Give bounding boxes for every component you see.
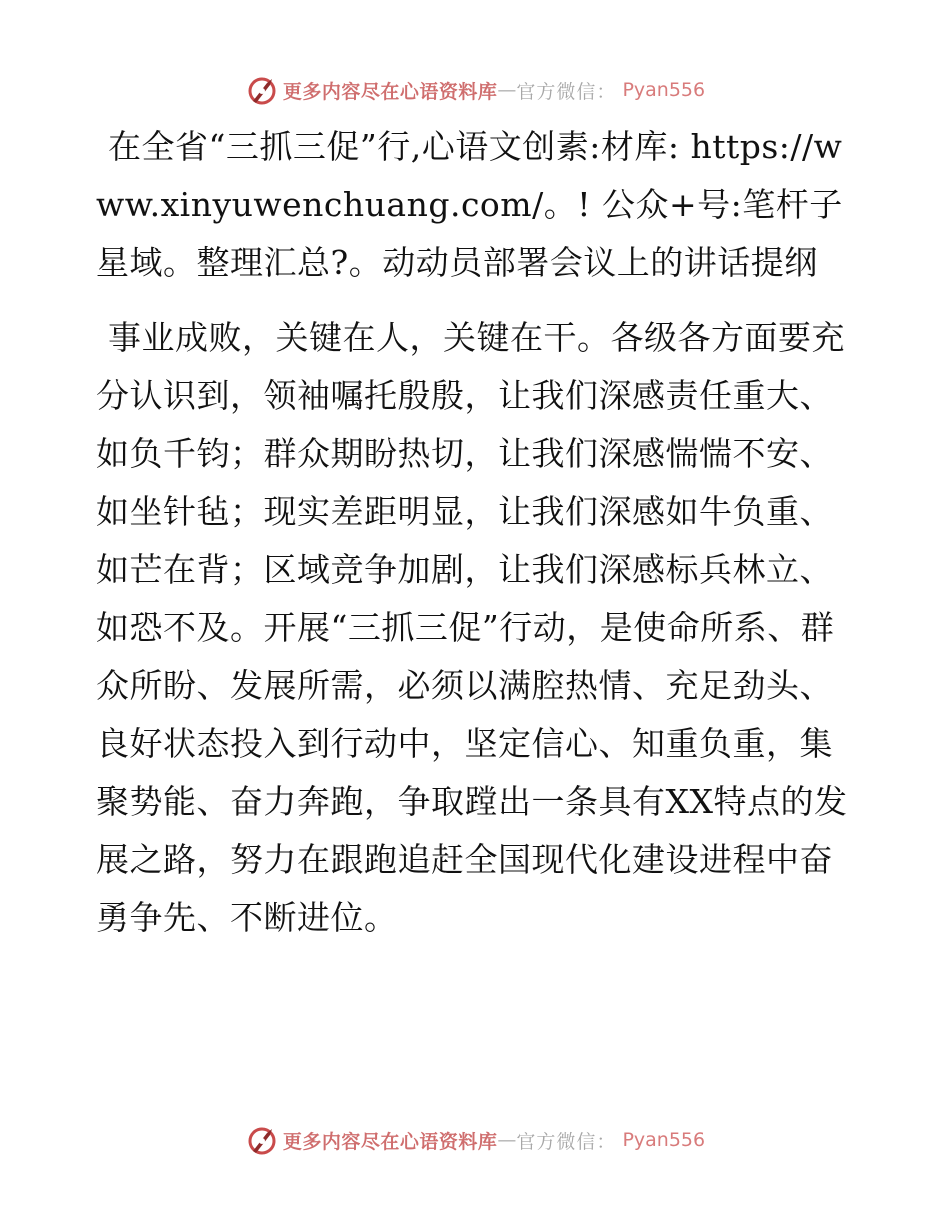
banner-wechat-id: Pyan556 bbox=[622, 79, 706, 101]
pen-nib-circle-icon bbox=[245, 1123, 279, 1157]
body-paragraph: 事业成败，关键在人，关键在干。各级各方面要充分认识到，领袖嘱托殷殷，让我们深感责任重大、如负千钧；群众期盼热切，让我们深感惴惴不安、如坐针毡；现实差距明显，让我们深感如牛负重、如芒在背；区域竞争加剧，让我们深感标兵林立、如恐不及。开展“三抓三促”行动，是使命所系、群众所盼、发展所需，必须以满腔热情、充足劲头、良好状态投入到行动中，坚定信心、知重负重，集聚势能、奋力奔跑，争取蹚出一条具有XX特点的发展之路，努力在跟跑追赶全国现代化建设进程中奋勇争先、不断进位。 bbox=[96, 318, 848, 937]
banner-official-label: 官方微信： bbox=[516, 1130, 617, 1153]
footer-watermark-banner bbox=[0, 1120, 950, 1160]
pen-nib-circle-icon bbox=[245, 73, 279, 107]
document-body bbox=[96, 118, 856, 947]
banner-wechat-id: Pyan556 bbox=[622, 1129, 706, 1151]
banner-main-text: 更多内容尽在心语资料库 bbox=[282, 80, 498, 103]
title-paragraph: 在全省“三抓三促”行,心语文创素:材库: https://www.xinyuwenchuang.com/。! 公众+号:笔杆子星域。整理汇总?。动动员部署会议上的讲话提纲 bbox=[96, 127, 843, 282]
header-watermark-banner bbox=[0, 70, 950, 110]
banner-separator: — bbox=[497, 1129, 517, 1151]
banner-main-text: 更多内容尽在心语资料库 bbox=[282, 1130, 498, 1153]
banner-separator: — bbox=[497, 79, 517, 101]
banner-official-label: 官方微信： bbox=[516, 80, 617, 103]
